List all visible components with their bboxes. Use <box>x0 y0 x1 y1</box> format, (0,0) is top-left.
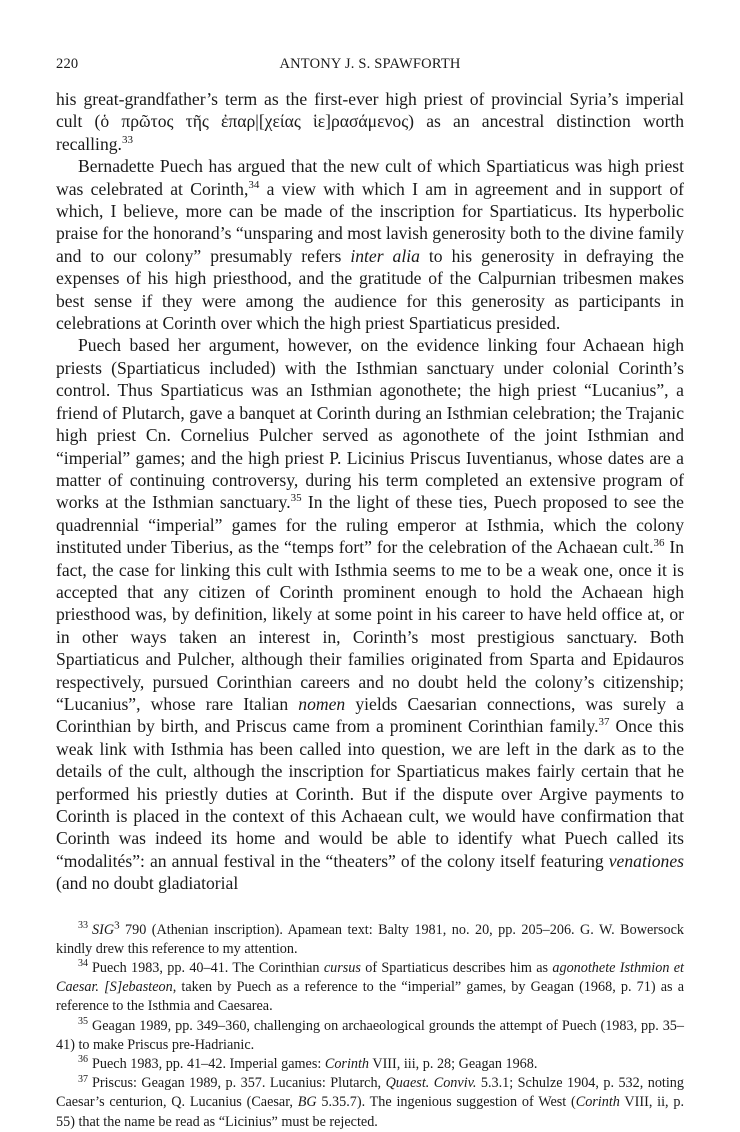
footnote-number: 33 <box>78 919 88 931</box>
note-reference: 3 <box>114 918 120 931</box>
footnote <box>56 1074 684 1132</box>
text-run: , taken by Puech as a reference to the “imperial” games, by Geagan (1968, p. 71) as a reference to the Isthmia and Caesarea. <box>56 979 685 1015</box>
text-run: Bernadette Puech has argued that the new cult of which Spartiaticus was high priest was celebrated at Corinth, <box>56 156 684 199</box>
paragraph <box>56 155 684 334</box>
italic-text: cursus <box>323 960 361 977</box>
italic-text: nomen <box>298 693 346 714</box>
note-reference: 37 <box>598 716 610 729</box>
paragraph <box>56 88 684 155</box>
italic-text: venationes <box>608 850 684 871</box>
italic-text: Corinth <box>575 1094 620 1111</box>
text-run: of Spartiaticus describes him as <box>360 960 553 977</box>
italic-text: BG <box>297 1094 317 1111</box>
text-run: yields Caesarian connections, was surely a Corinthian by birth, and Priscus came from a prominent Corinthian family. <box>56 693 684 737</box>
text-run: to his generosity in defraying the expenses of his high priesthood, and the gratitude of the Calpurnian tribesmen makes best sense if they were among the audience for this generosity as participants in celebrations at Corinth over which the high priest Spartiaticus presided. <box>56 245 684 334</box>
paragraph <box>56 334 684 894</box>
footnote-number: 37 <box>78 1073 88 1085</box>
text-run: In the light of these ties, Puech proposed to see the quadrennial “imperial” games for the ruling emperor at Isthmia, which the colony instituted under Tiberius, as the “temps fort” for the celebration of the Achaean cult. <box>56 492 684 558</box>
note-reference: 34 <box>248 178 260 191</box>
text-run: Geagan 1989, pp. 349–360, challenging on archaeological grounds the attempt of Puech (1983, pp. 35–41) to make Priscus pre-Hadrianic. <box>56 1017 684 1053</box>
footnote-number: 34 <box>78 958 88 970</box>
italic-text: Corinth <box>324 1056 370 1073</box>
text-run: In fact, the case for linking this cult with Isthmia seems to me to be a weak one, once it is accepted that any citizen of Corinth prominent enough to hold the Achaean high priesthood was, by definition, likely at some point in his career to have held office at, or in other ways taken an interest in, Corinth’s most prestigious sanctuary. Both Spartiaticus and Pulcher, although their families originated from Sparta and Epidauros respectively, pursued Corinthian careers and no doubt held the colony’s citizenship; “Lucanius”, whose rare Italian <box>56 537 685 714</box>
text-run: 790 (Athenian inscription). Apamean text: Balty 1981, no. 20, pp. 205–206. G. W. Bowersock kindly drew this reference to my attention. <box>56 921 684 957</box>
text-run: (and no doubt gladiatorial <box>56 873 239 894</box>
footnote <box>56 1055 684 1074</box>
footnote-number: 35 <box>78 1015 88 1027</box>
text-run: 5.35.7). The ingenious suggestion of West ( <box>316 1094 576 1111</box>
note-reference: 33 <box>121 133 133 146</box>
text-run: his great-grandfather’s term as the first-ever high priest of provincial Syria’s imperial cult (ὁ πρῶτος τῆς ἐπαρ|[χείας ἱε]ρασάμενος) as an ancestral distinction worth recalling. <box>56 89 684 154</box>
footnote <box>56 1017 684 1055</box>
text-run: Puech 1983, pp. 41–42. Imperial games: <box>92 1056 325 1073</box>
note-reference: 35 <box>290 492 302 505</box>
page-number: 220 <box>56 56 79 72</box>
footnote-number: 36 <box>78 1054 88 1066</box>
text-run: Puech based her argument, however, on the evidence linking four Achaean high priests (Spartiaticus included) with the Isthmian sanctuary under colonial Corinth’s control. Thus Spartiaticus was an Isthmian agonothete; the high priest “Lucanius”, a friend of Plutarch, gave a banquet at Corinth during an Isthmian celebration; the Trajanic high priest Cn. Cornelius Pulcher served as agonothete of the joint Isthmian and “imperial” games; and the high priest P. Licinius Priscus Iuventianus, whose dates are a matter of continuing controversy, during his term completed an extensive program of works at the Isthmian sanctuary. <box>56 335 684 513</box>
running-head <box>56 56 684 82</box>
italic-text: agonothete Isthmion et Caesar. [S]ebasteon <box>56 960 684 996</box>
body-text <box>56 88 684 895</box>
text-run: VIII, iii, p. 28; Geagan 1968. <box>369 1056 538 1073</box>
text-run: 5.3.1; Schulze 1904, p. 532, noting Caesar’s centurion, Q. Lucanius (Caesar, <box>56 1075 684 1111</box>
note-reference: 36 <box>653 537 665 550</box>
text-run: a view with which I am in agreement and in support of which, I believe, more can be made of the inscription for Spartiaticus. Its hyperbolic praise for the honorand’s “unsparing and most lavish generosity both to the divine family and to our colony” presumably refers <box>56 178 685 266</box>
italic-text: Quaest. Conviv. <box>385 1075 477 1092</box>
italic-text: SIG <box>92 921 115 938</box>
text-run: Once this weak link with Isthmia has been called into question, we are left in the dark as to the details of the cult, although the inscription for Spartiaticus makes fairly certain that he performed his priestly duties at Corinth. But if the dispute over Argive payments to Corinth is placed in the context of this Achaean cult, we would have confirmation that Corinth was indeed its home and would be able to identify what Puech called its “modalités”: an annual festival in the “theaters” of the colony itself featuring <box>56 716 684 871</box>
text-run: Priscus: Geagan 1989, p. 357. Lucanius: Plutarch, <box>92 1075 386 1092</box>
text-run: VIII, ii, p. 55) that the name be read as “Licinius” must be rejected. <box>56 1094 684 1130</box>
footnote <box>56 959 684 1017</box>
footnotes <box>56 918 685 1132</box>
text-run: Puech 1983, pp. 40–41. The Corinthian <box>92 960 324 977</box>
running-head-author: ANTONY J. S. SPAWFORTH <box>279 56 461 72</box>
footnote <box>56 918 684 959</box>
italic-text: inter alia <box>350 245 420 266</box>
